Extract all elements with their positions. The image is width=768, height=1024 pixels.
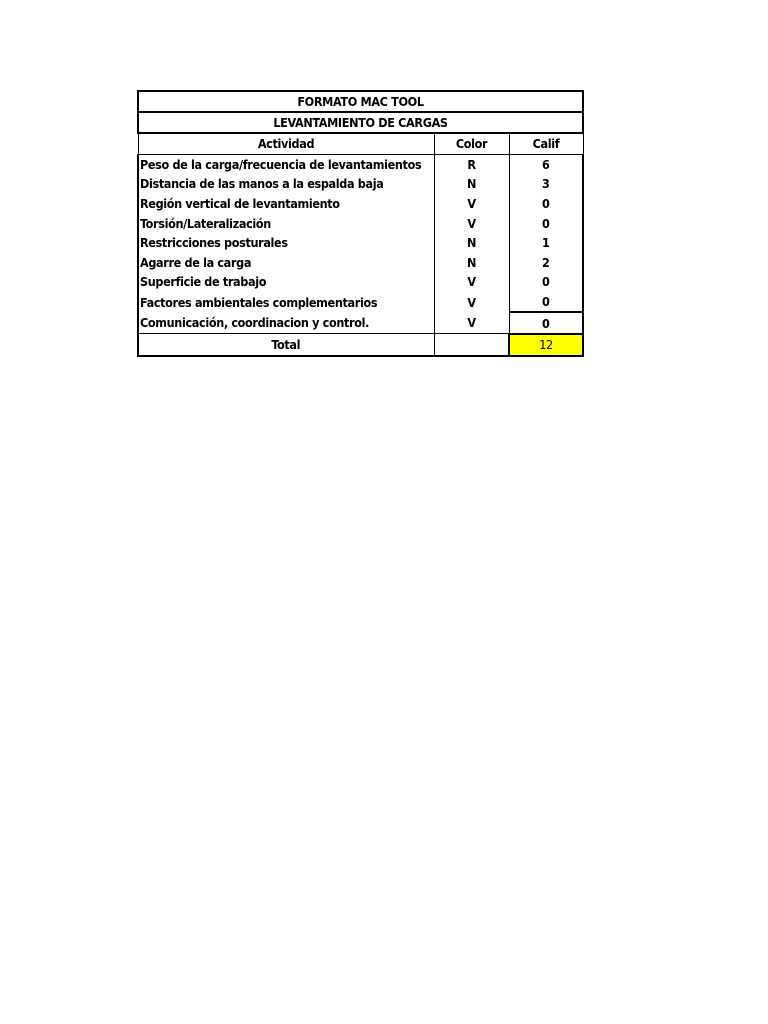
table-row bbox=[138, 174, 583, 194]
total-color-cell bbox=[434, 334, 509, 356]
table-row bbox=[138, 233, 583, 253]
calif-cell: 0 bbox=[509, 292, 583, 313]
table-subtitle: LEVANTAMIENTO DE CARGAS bbox=[138, 112, 583, 133]
calif-cell: 0 bbox=[509, 194, 583, 214]
table-row bbox=[138, 213, 583, 233]
color-cell: V bbox=[434, 213, 509, 233]
header-actividad: Actividad bbox=[138, 133, 434, 154]
table-title: FORMATO MAC TOOL bbox=[138, 91, 583, 112]
calif-cell: 0 bbox=[509, 312, 583, 334]
header-row bbox=[138, 133, 583, 154]
activity-cell: Factores ambientales complementarios bbox=[138, 292, 434, 313]
color-cell: N bbox=[434, 233, 509, 253]
title-row bbox=[138, 91, 583, 112]
activity-cell: Superficie de trabajo bbox=[138, 272, 434, 292]
table-row bbox=[138, 312, 583, 334]
activity-cell: Peso de la carga/frecuencia de levantamientos bbox=[138, 154, 434, 174]
table-row bbox=[138, 272, 583, 292]
mac-tool-sheet bbox=[137, 90, 582, 357]
table-row bbox=[138, 253, 583, 273]
activity-cell: Región vertical de levantamiento bbox=[138, 194, 434, 214]
calif-cell: 3 bbox=[509, 174, 583, 194]
color-cell: V bbox=[434, 194, 509, 214]
color-cell: V bbox=[434, 272, 509, 292]
color-cell: V bbox=[434, 312, 509, 334]
activity-cell: Restricciones posturales bbox=[138, 233, 434, 253]
activity-cell: Distancia de las manos a la espalda baja bbox=[138, 174, 434, 194]
total-row bbox=[138, 334, 583, 356]
activity-cell: Torsión/Lateralización bbox=[138, 213, 434, 233]
color-cell: N bbox=[434, 174, 509, 194]
table-row bbox=[138, 154, 583, 174]
activity-cell: Comunicación, coordinacion y control. bbox=[138, 312, 434, 334]
total-label: Total bbox=[138, 334, 434, 356]
table-row bbox=[138, 292, 583, 313]
color-cell: R bbox=[434, 154, 509, 174]
mac-tool-table bbox=[137, 90, 584, 357]
activity-cell: Agarre de la carga bbox=[138, 253, 434, 273]
header-color: Color bbox=[434, 133, 509, 154]
calif-cell: 2 bbox=[509, 253, 583, 273]
color-cell: N bbox=[434, 253, 509, 273]
color-cell: V bbox=[434, 292, 509, 313]
total-value: 12 bbox=[509, 334, 583, 356]
header-calif: Calif bbox=[509, 133, 583, 154]
calif-cell: 0 bbox=[509, 213, 583, 233]
table-row bbox=[138, 194, 583, 214]
calif-cell: 1 bbox=[509, 233, 583, 253]
calif-cell: 0 bbox=[509, 272, 583, 292]
subtitle-row bbox=[138, 112, 583, 133]
calif-cell: 6 bbox=[509, 154, 583, 174]
